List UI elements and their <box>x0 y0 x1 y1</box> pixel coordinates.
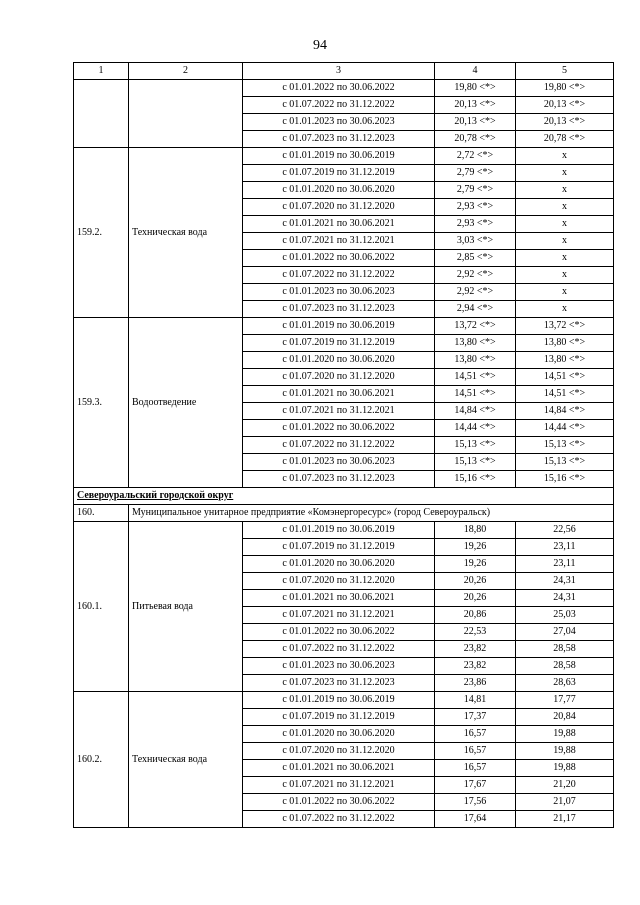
tariff-value-cell: 14,81 <box>435 692 516 709</box>
column-header-5: 5 <box>516 63 614 80</box>
item-number-cell: 159.3. <box>74 318 129 488</box>
tariff-value-cell: 23,86 <box>435 675 516 692</box>
tariff-value-cell: 15,16 <*> <box>435 471 516 488</box>
region-heading: Североуральский городской округ <box>74 488 614 505</box>
tariff-value-cell: 17,67 <box>435 777 516 794</box>
tariff-value-vat-cell: 20,13 <*> <box>516 97 614 114</box>
tariff-value-cell: 20,13 <*> <box>435 114 516 131</box>
period-cell: с 01.07.2022 по 31.12.2022 <box>243 267 435 284</box>
tariff-value-cell: 13,80 <*> <box>435 352 516 369</box>
item-number-cell: 160.2. <box>74 692 129 828</box>
service-name-cell: Питьевая вода <box>129 522 243 692</box>
period-cell: с 01.07.2022 по 31.12.2022 <box>243 811 435 828</box>
tariff-value-vat-cell: 14,84 <*> <box>516 403 614 420</box>
tariff-value-vat-cell: 20,78 <*> <box>516 131 614 148</box>
tariff-value-vat-cell: 24,31 <box>516 590 614 607</box>
period-cell: с 01.01.2023 по 30.06.2023 <box>243 114 435 131</box>
tariff-value-cell: 14,51 <*> <box>435 369 516 386</box>
tariff-table <box>73 62 614 828</box>
tariff-value-vat-cell: 23,11 <box>516 539 614 556</box>
tariff-value-vat-cell: 27,04 <box>516 624 614 641</box>
tariff-value-vat-cell: 22,56 <box>516 522 614 539</box>
period-cell: с 01.07.2023 по 31.12.2023 <box>243 301 435 318</box>
tariff-value-vat-cell: 14,44 <*> <box>516 420 614 437</box>
period-cell: с 01.07.2021 по 31.12.2021 <box>243 403 435 420</box>
tariff-value-cell: 2,72 <*> <box>435 148 516 165</box>
period-cell: с 01.01.2020 по 30.06.2020 <box>243 556 435 573</box>
region-row <box>74 488 614 505</box>
tariff-value-vat-cell: x <box>516 216 614 233</box>
service-name-cell <box>129 80 243 148</box>
period-cell: с 01.01.2019 по 30.06.2019 <box>243 522 435 539</box>
tariff-value-cell: 17,56 <box>435 794 516 811</box>
period-cell: с 01.07.2019 по 31.12.2019 <box>243 709 435 726</box>
period-cell: с 01.07.2020 по 31.12.2020 <box>243 369 435 386</box>
period-cell: с 01.01.2019 по 30.06.2019 <box>243 318 435 335</box>
period-cell: с 01.01.2020 по 30.06.2020 <box>243 726 435 743</box>
tariff-value-cell: 23,82 <box>435 658 516 675</box>
tariff-value-cell: 19,26 <box>435 539 516 556</box>
tariff-value-cell: 22,53 <box>435 624 516 641</box>
tariff-value-vat-cell: 19,88 <box>516 743 614 760</box>
enterprise-row <box>74 505 614 522</box>
tariff-value-vat-cell: 13,72 <*> <box>516 318 614 335</box>
enterprise-name-cell: Муниципальное унитарное предприятие «Комэнергоресурс» (город Североуральск) <box>129 505 614 522</box>
column-header-4: 4 <box>435 63 516 80</box>
tariff-value-cell: 2,93 <*> <box>435 216 516 233</box>
period-cell: с 01.01.2021 по 30.06.2021 <box>243 760 435 777</box>
table-header-row <box>74 63 614 80</box>
item-number-cell: 159.2. <box>74 148 129 318</box>
tariff-value-cell: 14,44 <*> <box>435 420 516 437</box>
tariff-value-cell: 2,94 <*> <box>435 301 516 318</box>
tariff-value-vat-cell: 15,16 <*> <box>516 471 614 488</box>
tariff-value-vat-cell: 28,63 <box>516 675 614 692</box>
service-name-cell: Водоотведение <box>129 318 243 488</box>
tariff-value-vat-cell: 28,58 <box>516 658 614 675</box>
tariff-value-cell: 20,26 <box>435 590 516 607</box>
tariff-value-cell: 2,79 <*> <box>435 182 516 199</box>
tariff-value-cell: 2,79 <*> <box>435 165 516 182</box>
tariff-value-cell: 15,13 <*> <box>435 454 516 471</box>
period-cell: с 01.07.2021 по 31.12.2021 <box>243 607 435 624</box>
period-cell: с 01.07.2020 по 31.12.2020 <box>243 573 435 590</box>
tariff-value-vat-cell: 19,88 <box>516 760 614 777</box>
period-cell: с 01.07.2023 по 31.12.2023 <box>243 675 435 692</box>
tariff-value-cell: 20,13 <*> <box>435 97 516 114</box>
tariff-value-vat-cell: 23,11 <box>516 556 614 573</box>
tariff-value-cell: 2,85 <*> <box>435 250 516 267</box>
tariff-value-cell: 16,57 <box>435 760 516 777</box>
period-cell: с 01.01.2021 по 30.06.2021 <box>243 590 435 607</box>
period-cell: с 01.07.2022 по 31.12.2022 <box>243 641 435 658</box>
period-cell: с 01.07.2020 по 31.12.2020 <box>243 743 435 760</box>
tariff-value-vat-cell: 24,31 <box>516 573 614 590</box>
tariff-value-vat-cell: 14,51 <*> <box>516 386 614 403</box>
tariff-value-vat-cell: x <box>516 199 614 216</box>
tariff-value-cell: 14,84 <*> <box>435 403 516 420</box>
page-number: 94 <box>313 38 327 53</box>
tariff-value-vat-cell: 15,13 <*> <box>516 437 614 454</box>
tariff-value-cell: 23,82 <box>435 641 516 658</box>
tariff-value-vat-cell: x <box>516 284 614 301</box>
tariff-value-cell: 17,37 <box>435 709 516 726</box>
column-header-2: 2 <box>129 63 243 80</box>
table-row <box>74 318 614 335</box>
period-cell: с 01.07.2021 по 31.12.2021 <box>243 777 435 794</box>
table-row <box>74 522 614 539</box>
period-cell: с 01.01.2019 по 30.06.2019 <box>243 692 435 709</box>
tariff-value-cell: 20,78 <*> <box>435 131 516 148</box>
tariff-value-vat-cell: 20,13 <*> <box>516 114 614 131</box>
tariff-table-body <box>74 63 614 828</box>
tariff-value-vat-cell: x <box>516 267 614 284</box>
period-cell: с 01.07.2019 по 31.12.2019 <box>243 539 435 556</box>
period-cell: с 01.01.2020 по 30.06.2020 <box>243 352 435 369</box>
service-name-cell: Техническая вода <box>129 692 243 828</box>
tariff-value-cell: 2,93 <*> <box>435 199 516 216</box>
tariff-value-vat-cell: x <box>516 233 614 250</box>
tariff-value-cell: 16,57 <box>435 743 516 760</box>
tariff-value-cell: 2,92 <*> <box>435 267 516 284</box>
period-cell: с 01.01.2022 по 30.06.2022 <box>243 624 435 641</box>
tariff-value-cell: 15,13 <*> <box>435 437 516 454</box>
tariff-value-cell: 19,26 <box>435 556 516 573</box>
period-cell: с 01.07.2022 по 31.12.2022 <box>243 437 435 454</box>
period-cell: с 01.01.2022 по 30.06.2022 <box>243 794 435 811</box>
tariff-value-cell: 20,86 <box>435 607 516 624</box>
table-row <box>74 80 614 97</box>
table-row <box>74 148 614 165</box>
period-cell: с 01.01.2023 по 30.06.2023 <box>243 454 435 471</box>
tariff-value-vat-cell: 19,88 <box>516 726 614 743</box>
period-cell: с 01.01.2023 по 30.06.2023 <box>243 284 435 301</box>
tariff-value-vat-cell: x <box>516 165 614 182</box>
tariff-value-vat-cell: 13,80 <*> <box>516 335 614 352</box>
tariff-value-cell: 14,51 <*> <box>435 386 516 403</box>
column-header-3: 3 <box>243 63 435 80</box>
tariff-value-vat-cell: x <box>516 182 614 199</box>
service-name-cell: Техническая вода <box>129 148 243 318</box>
item-number-cell <box>74 80 129 148</box>
tariff-value-vat-cell: 20,84 <box>516 709 614 726</box>
tariff-value-cell: 20,26 <box>435 573 516 590</box>
period-cell: с 01.01.2022 по 30.06.2022 <box>243 420 435 437</box>
period-cell: с 01.07.2023 по 31.12.2023 <box>243 471 435 488</box>
period-cell: с 01.01.2021 по 30.06.2021 <box>243 386 435 403</box>
tariff-value-cell: 13,72 <*> <box>435 318 516 335</box>
tariff-value-vat-cell: 15,13 <*> <box>516 454 614 471</box>
tariff-value-cell: 17,64 <box>435 811 516 828</box>
period-cell: с 01.01.2020 по 30.06.2020 <box>243 182 435 199</box>
tariff-value-vat-cell: 21,17 <box>516 811 614 828</box>
tariff-value-vat-cell: 25,03 <box>516 607 614 624</box>
period-cell: с 01.01.2022 по 30.06.2022 <box>243 80 435 97</box>
tariff-value-vat-cell: 13,80 <*> <box>516 352 614 369</box>
tariff-value-cell: 3,03 <*> <box>435 233 516 250</box>
tariff-value-cell: 2,92 <*> <box>435 284 516 301</box>
period-cell: с 01.07.2021 по 31.12.2021 <box>243 233 435 250</box>
tariff-value-vat-cell: x <box>516 148 614 165</box>
period-cell: с 01.07.2020 по 31.12.2020 <box>243 199 435 216</box>
tariff-value-vat-cell: 21,07 <box>516 794 614 811</box>
period-cell: с 01.01.2019 по 30.06.2019 <box>243 148 435 165</box>
tariff-value-vat-cell: 14,51 <*> <box>516 369 614 386</box>
tariff-value-vat-cell: 28,58 <box>516 641 614 658</box>
tariff-value-cell: 13,80 <*> <box>435 335 516 352</box>
tariff-value-cell: 18,80 <box>435 522 516 539</box>
tariff-value-cell: 16,57 <box>435 726 516 743</box>
tariff-value-vat-cell: x <box>516 301 614 318</box>
tariff-value-cell: 19,80 <*> <box>435 80 516 97</box>
tariff-value-vat-cell: 21,20 <box>516 777 614 794</box>
table-row <box>74 692 614 709</box>
period-cell: с 01.07.2019 по 31.12.2019 <box>243 335 435 352</box>
period-cell: с 01.07.2022 по 31.12.2022 <box>243 97 435 114</box>
column-header-1: 1 <box>74 63 129 80</box>
period-cell: с 01.01.2023 по 30.06.2023 <box>243 658 435 675</box>
period-cell: с 01.01.2021 по 30.06.2021 <box>243 216 435 233</box>
tariff-value-vat-cell: x <box>516 250 614 267</box>
period-cell: с 01.07.2023 по 31.12.2023 <box>243 131 435 148</box>
tariff-value-vat-cell: 17,77 <box>516 692 614 709</box>
period-cell: с 01.01.2022 по 30.06.2022 <box>243 250 435 267</box>
enterprise-number-cell: 160. <box>74 505 129 522</box>
item-number-cell: 160.1. <box>74 522 129 692</box>
tariff-value-vat-cell: 19,80 <*> <box>516 80 614 97</box>
period-cell: с 01.07.2019 по 31.12.2019 <box>243 165 435 182</box>
